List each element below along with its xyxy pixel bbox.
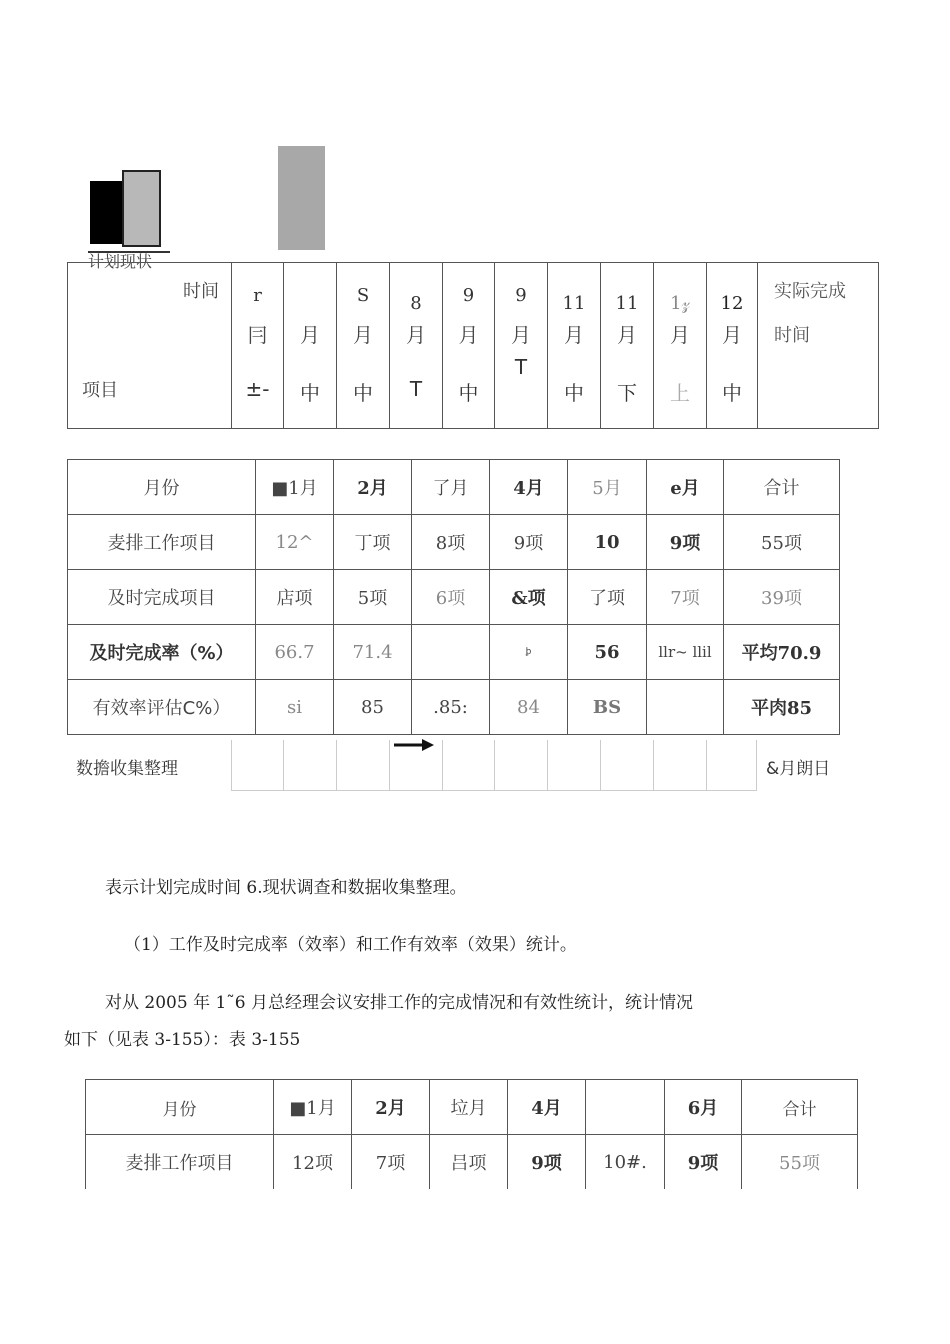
timeline-cell xyxy=(336,740,389,791)
table-cell: 9项 xyxy=(647,515,724,570)
schedule-col: 11 月 中 xyxy=(548,263,601,429)
table-cell: 2月 xyxy=(352,1080,430,1135)
stats-table xyxy=(67,459,840,735)
table-cell: BS xyxy=(568,680,647,735)
timeline-cell xyxy=(442,740,494,791)
table-row xyxy=(86,1135,858,1190)
table-cell: 店项 xyxy=(256,570,334,625)
table-cell: 85 xyxy=(334,680,412,735)
table-cell: 39项 xyxy=(724,570,840,625)
table-cell: .85: xyxy=(412,680,490,735)
table-cell: ■1月 xyxy=(256,460,334,515)
table-cell: 10#. xyxy=(586,1135,665,1190)
table-cell: 5项 xyxy=(334,570,412,625)
table-cell: 月份 xyxy=(68,460,256,515)
table-cell: 及时完成率（%） xyxy=(68,625,256,680)
schedule-col: 8 月 T xyxy=(390,263,443,429)
timeline-cell xyxy=(547,740,600,791)
table-cell: llr~ llil xyxy=(647,625,724,680)
table-cell: 月份 xyxy=(86,1080,274,1135)
schedule-col: 11 月 下 xyxy=(601,263,654,429)
paragraph: 表示计划完成时间 6.现状调查和数据收集整理。 xyxy=(105,878,467,898)
legend-plan-swatch xyxy=(122,170,161,247)
table-row xyxy=(68,570,840,625)
table-cell: 平肉85 xyxy=(724,680,840,735)
table-cell: 垃月 xyxy=(430,1080,508,1135)
table-cell: 平均70.9 xyxy=(724,625,840,680)
table-cell xyxy=(586,1080,665,1135)
header-item: 项目 xyxy=(82,380,118,401)
table-cell: 9项 xyxy=(508,1135,586,1190)
paragraph: 对从 2005 年 1˜6 月总经理会议安排工作的完成情况和有效性统计，统计情况 xyxy=(105,993,694,1013)
table-cell xyxy=(412,625,490,680)
table-cell: 84 xyxy=(490,680,568,735)
schedule-col: 12 月 中 xyxy=(707,263,758,429)
table-cell: 12项 xyxy=(274,1135,352,1190)
table-cell: 合计 xyxy=(724,460,840,515)
table-row xyxy=(86,1080,858,1135)
table-cell: 12^ xyxy=(256,515,334,570)
table-cell: 66.7 xyxy=(256,625,334,680)
table-cell: 7项 xyxy=(352,1135,430,1190)
timeline-cell xyxy=(283,740,336,791)
table-cell: 56 xyxy=(568,625,647,680)
plan-bar-block xyxy=(278,146,325,250)
table-cell: 麦排工作项目 xyxy=(68,515,256,570)
table-cell: 6月 xyxy=(665,1080,742,1135)
table-row xyxy=(68,680,840,735)
table-cell: 4月 xyxy=(508,1080,586,1135)
table-row xyxy=(68,625,840,680)
table-cell: 9项 xyxy=(490,515,568,570)
legend-label-cut: 计划现状 xyxy=(88,252,153,271)
table-cell xyxy=(647,680,724,735)
table-cell: 了项 xyxy=(568,570,647,625)
arrow-right-icon xyxy=(394,738,434,752)
schedule-col: 9 月 T xyxy=(495,263,548,429)
schedule-corner-cell xyxy=(68,263,232,429)
table-cell: 丁项 xyxy=(334,515,412,570)
schedule-col: 9 月 中 xyxy=(443,263,495,429)
schedule-table xyxy=(67,262,879,429)
table-cell: 9项 xyxy=(665,1135,742,1190)
timeline-cell xyxy=(600,740,653,791)
table-cell: 及时完成项目 xyxy=(68,570,256,625)
table-cell: 55项 xyxy=(724,515,840,570)
table-cell: 4月 xyxy=(490,460,568,515)
table-cell: 合计 xyxy=(742,1080,858,1135)
schedule-col: 1𝓏 月 上 xyxy=(654,263,707,429)
table-cell: 了月 xyxy=(412,460,490,515)
table-row xyxy=(68,460,840,515)
schedule-col: S 月 中 xyxy=(337,263,390,429)
table-cell: ■1月 xyxy=(274,1080,352,1135)
timeline-cell xyxy=(706,740,757,791)
data-collection-label: 数擔收集整理 xyxy=(76,759,178,779)
table-cell: 6项 xyxy=(412,570,490,625)
table-cell: &项 xyxy=(490,570,568,625)
schedule-col: r 冃 ±- xyxy=(232,263,284,429)
table-cell: e月 xyxy=(647,460,724,515)
timeline-cell xyxy=(653,740,706,791)
timeline-cell xyxy=(231,740,283,791)
paragraph: （1）工作及时完成率（效率）和工作有效率（效果）统计。 xyxy=(124,935,577,955)
timeline-cell xyxy=(494,740,547,791)
schedule-col: 月 中 xyxy=(284,263,337,429)
table-cell: 吕项 xyxy=(430,1135,508,1190)
table-cell: 10 xyxy=(568,515,647,570)
header-time: 时间 xyxy=(183,281,219,302)
table-cell: 2月 xyxy=(334,460,412,515)
table-cell: 71.4 xyxy=(334,625,412,680)
legend-actual-swatch xyxy=(90,181,123,244)
table-cell: si xyxy=(256,680,334,735)
table-cell: 7项 xyxy=(647,570,724,625)
stats-table-3-155 xyxy=(85,1079,858,1189)
table-cell: 5月 xyxy=(568,460,647,515)
table-cell: 55项 xyxy=(742,1135,858,1190)
actual-completion-header: 实际完成 时间 xyxy=(758,263,879,429)
table-cell: 有效率评估C%） xyxy=(68,680,256,735)
data-collection-date: &月朗日 xyxy=(766,759,831,779)
paragraph: 如下（见表 3-155）：表 3-155 xyxy=(64,1030,301,1050)
table-cell: 麦排工作项目 xyxy=(86,1135,274,1190)
table-cell: 8项 xyxy=(412,515,490,570)
table-cell: ꝧ xyxy=(490,625,568,680)
table-row xyxy=(68,515,840,570)
